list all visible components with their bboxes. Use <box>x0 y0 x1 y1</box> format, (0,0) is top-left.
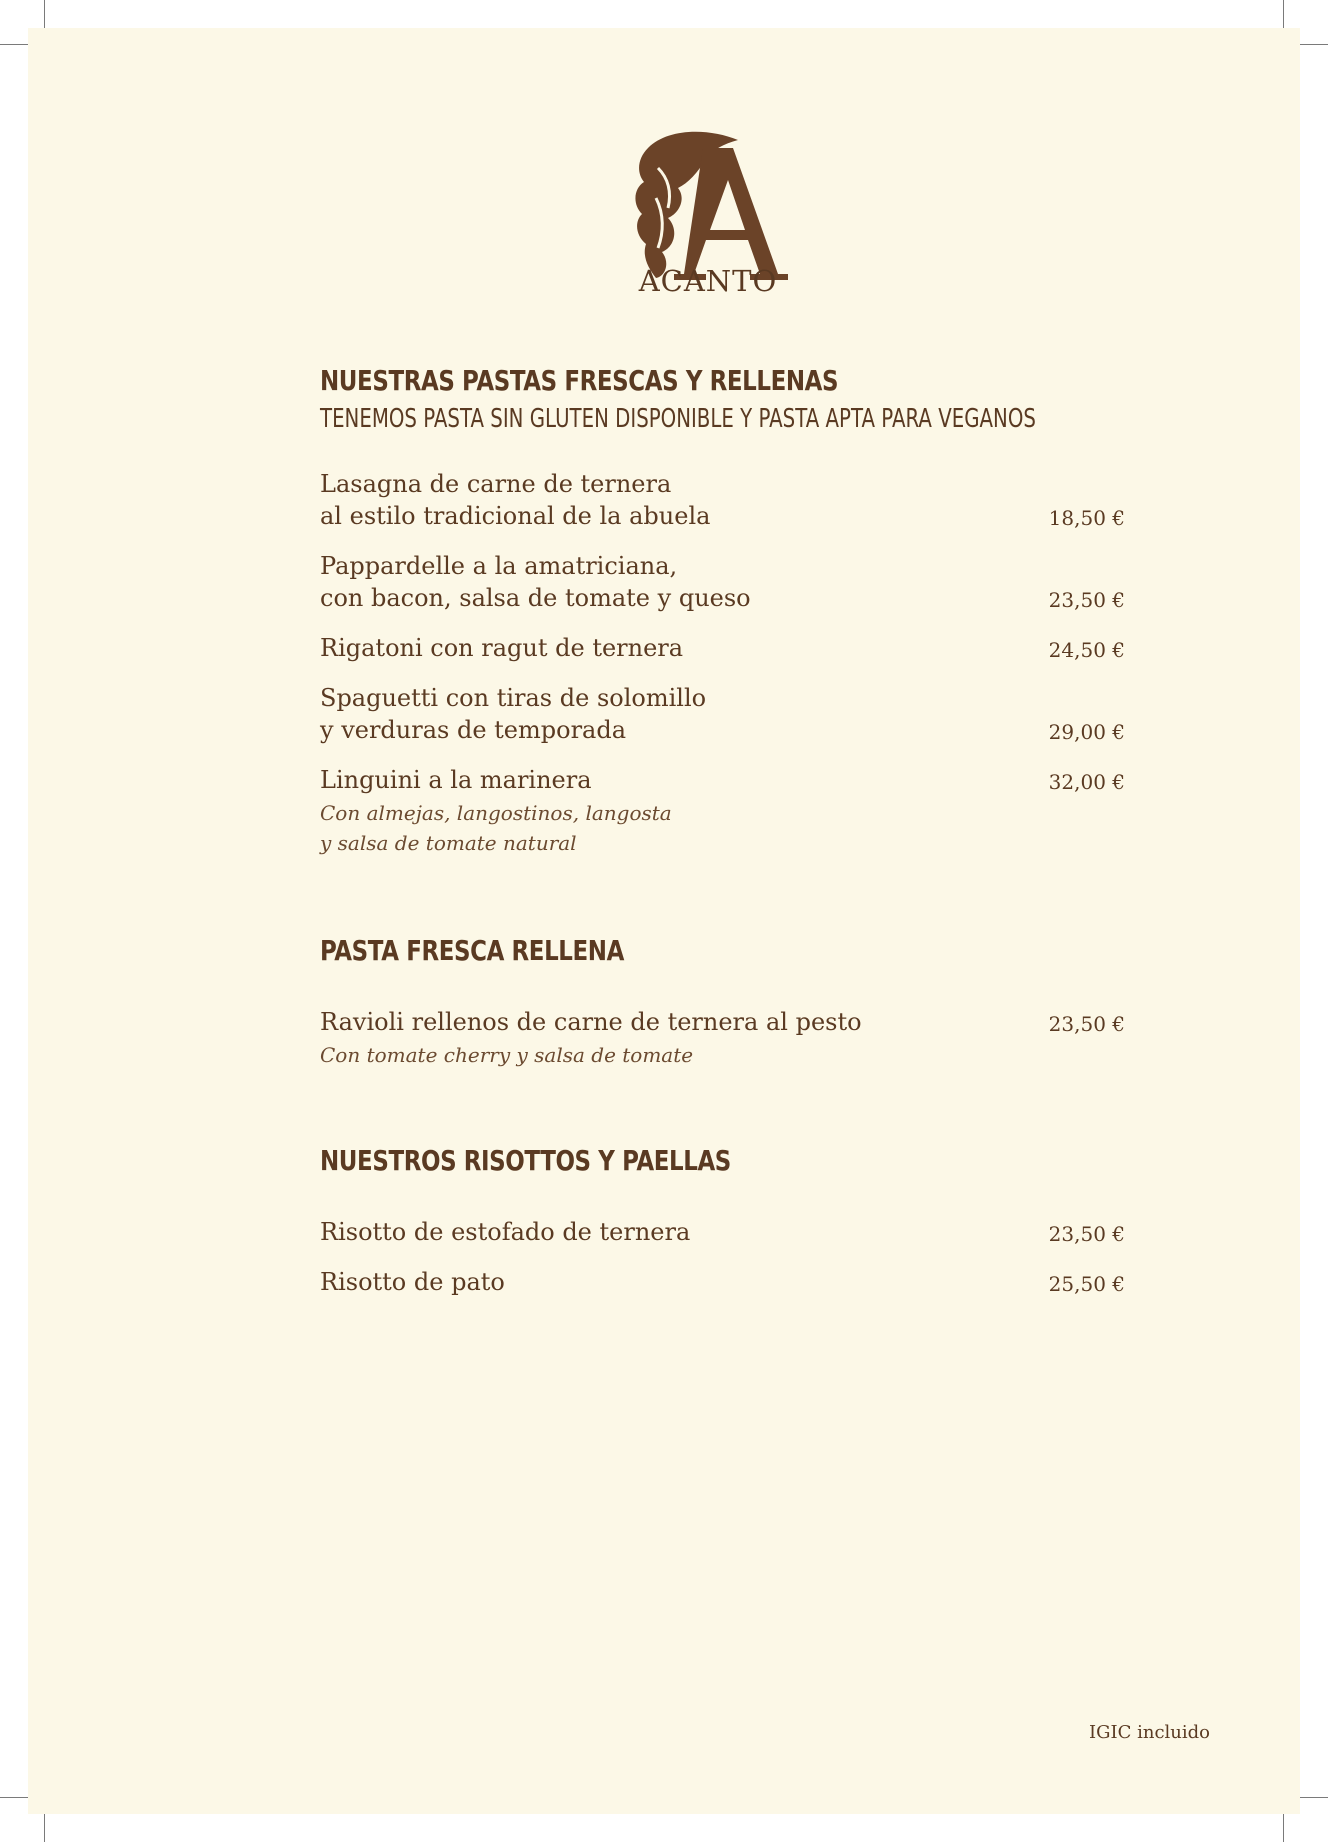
crop-mark <box>44 1814 45 1842</box>
section-subtitle: TENEMOS PASTA SIN GLUTEN DISPONIBLE Y PASTA APTA PARA VEGANOS <box>320 404 1036 434</box>
menu-item-description: Con tomate cherry y salsa de tomate <box>320 1043 694 1067</box>
menu-item-price: 23,50 € <box>1048 1012 1125 1036</box>
menu-item-price: 23,50 € <box>1048 588 1125 612</box>
menu-item-name: Rigatoni con ragut de ternera <box>320 634 684 662</box>
menu-item-price: 24,50 € <box>1048 638 1125 662</box>
menu-item-name: y verduras de temporada <box>320 716 627 744</box>
crop-mark <box>1300 1797 1328 1798</box>
crop-mark <box>0 44 28 45</box>
menu-item-name: Spaguetti con tiras de solomillo <box>320 684 707 712</box>
menu-item-name: Ravioli rellenos de carne de ternera al pesto <box>320 1008 862 1036</box>
brand-name: ACANTO <box>638 264 778 298</box>
section-title: NUESTRAS PASTAS FRESCAS Y RELLENAS <box>320 364 839 397</box>
menu-item-price: 32,00 € <box>1048 770 1125 794</box>
menu-item-price: 29,00 € <box>1048 720 1125 744</box>
crop-mark <box>1283 1814 1284 1842</box>
crop-mark <box>44 0 45 28</box>
crop-mark <box>1300 44 1328 45</box>
crop-mark <box>1283 0 1284 28</box>
menu-item-name: al estilo tradicional de la abuela <box>320 502 711 530</box>
menu-item-name: Pappardelle a la amatriciana, <box>320 552 678 580</box>
menu-item-name: Risotto de estofado de ternera <box>320 1218 691 1246</box>
menu-item-description: Con almejas, langostinos, langosta <box>320 801 672 825</box>
crop-mark <box>0 1797 28 1798</box>
menu-item-price: 18,50 € <box>1048 506 1125 530</box>
tax-note: IGIC incluido <box>1089 1722 1210 1743</box>
menu-item-name: Linguini a la marinera <box>320 766 592 794</box>
section-title: PASTA FRESCA RELLENA <box>320 934 624 967</box>
menu-item-name: Lasagna de carne de ternera <box>320 470 672 498</box>
menu-item-price: 23,50 € <box>1048 1222 1125 1246</box>
menu-item-price: 25,50 € <box>1048 1272 1125 1296</box>
section-title: NUESTROS RISOTTOS Y PAELLAS <box>320 1144 731 1177</box>
menu-item-description: y salsa de tomate natural <box>320 831 577 855</box>
menu-item-name: Risotto de pato <box>320 1268 505 1296</box>
menu-item-name: con bacon, salsa de tomate y queso <box>320 584 751 612</box>
